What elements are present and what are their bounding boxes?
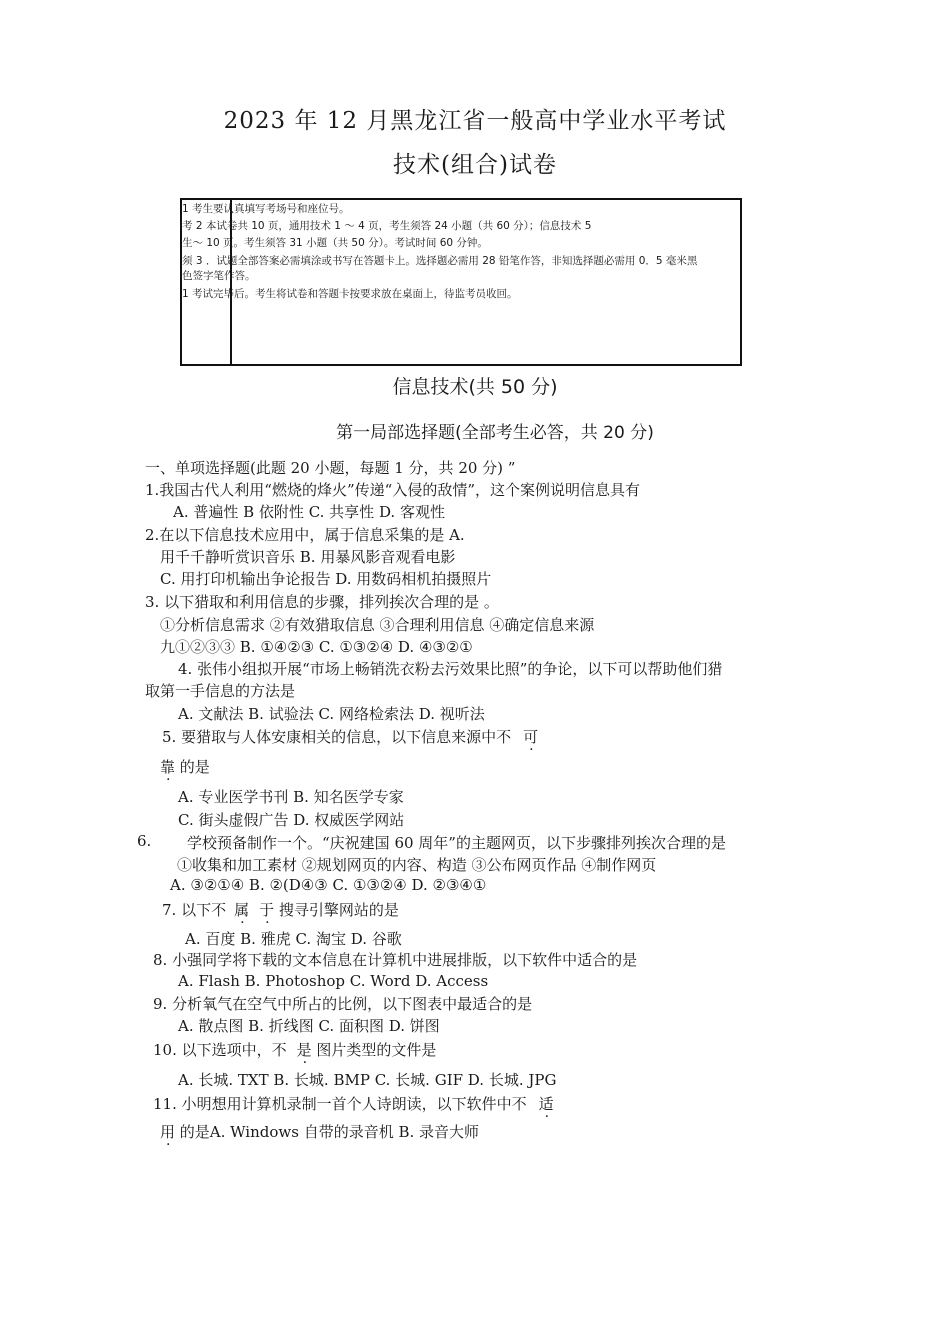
- question-7-tail: 搜寻引擎网站的是: [274, 901, 399, 919]
- notice-line-2: 考 2 本试卷共 10 页，通用技术 1 ～ 4 页，考生须答 24 小题（共 60 分）；信息技术 5: [182, 220, 592, 232]
- notice-line-5: 色签字笔作答。: [182, 270, 256, 282]
- notice-line-6: 1 考试完毕后。考生将试卷和答题卡按要求放在桌面上，待监考员收回。: [182, 288, 518, 300]
- question-6: 学校预备制作一个。“庆祝建国 60 周年”的主题网页，以下步骤排列挨次合理的是: [187, 834, 726, 852]
- question-2: 2.在以下信息技术应用中，属于信息采集的是 A.: [145, 526, 465, 544]
- question-7-keyword-2: 于: [259, 901, 275, 919]
- question-7-options: A. 百度 B. 雅虎 C. 淘宝 D. 谷歌: [185, 930, 402, 948]
- question-5-continued: [160, 756, 210, 777]
- question-8-options: A. Flash B. Photoshop C. Word D. Access: [178, 972, 489, 990]
- question-11: [153, 1093, 554, 1114]
- question-11-keyword-1: 适: [538, 1095, 554, 1113]
- question-7-text: 7. 以下不: [162, 901, 227, 919]
- question-10-keyword: 是: [296, 1041, 312, 1059]
- question-5-keyword-2: 靠: [160, 758, 176, 776]
- question-3: 3. 以下猎取和利用信息的步骤，排列挨次合理的是 。: [145, 593, 499, 611]
- question-11-tail: 的是A. Windows 自带的录音机 B. 录音大师: [175, 1123, 480, 1141]
- exam-subtitle: 技术(组合)试卷: [393, 152, 557, 178]
- question-5: [162, 726, 538, 747]
- question-6-number: 6.: [137, 832, 152, 850]
- question-intro: 一、单项选择题(此题 20 小题，每题 1 分，共 20 分) ”: [145, 459, 516, 477]
- question-5-tail: 的是: [175, 758, 210, 776]
- question-5-options-cd: C. 街头虚假广告 D. 权威医学网站: [178, 811, 405, 829]
- question-4-continued: 取第一手信息的方法是: [145, 682, 296, 700]
- part-title: 第一局部选择题(全部考生必答，共 20 分): [336, 423, 654, 443]
- question-11-text: 11. 小明想用计算机录制一首个人诗朗读，以下软件中不: [153, 1095, 527, 1113]
- question-3-items: ①分析信息需求 ②有效猎取信息 ③合理利用信息 ④确定信息来源: [160, 616, 595, 634]
- question-4-options: A. 文献法 B. 试验法 C. 网络检索法 D. 视听法: [178, 705, 485, 723]
- exam-title: 2023 年 12 月黑龙江省一般高中学业水平考试: [223, 108, 727, 134]
- question-8: 8. 小强同学将下载的文本信息在计算机中进展排版，以下软件中适合的是: [153, 951, 638, 969]
- question-6-options: A. ③②①④ B. ②(D④③ C. ①③②④ D. ②③④①: [170, 876, 487, 894]
- question-5-keyword-1: 可: [523, 728, 539, 746]
- question-11-continued: [160, 1121, 479, 1142]
- question-1-options: A. 普遍性 B 依附性 C. 共享性 D. 客观性: [173, 503, 445, 521]
- question-1: 1.我国古代人利用“燃烧的烽火”传递“入侵的敌情”，这个案例说明信息具有: [145, 481, 640, 499]
- question-2-option-a: 用千千静听赏识音乐 B. 用暴风影音观看电影: [160, 548, 456, 566]
- notice-line-4: 须 3 ．试题全部答案必需填涂或书写在答题卡上。选择题必需用 28 铅笔作答，非知选择题必需用 0．5 毫米黑: [182, 255, 698, 267]
- notice-line-1: 1 考生要认真填写考场号和座位号。: [182, 203, 350, 215]
- question-9: 9. 分析氧气在空气中所占的比例，以下图表中最适合的是: [153, 995, 533, 1013]
- question-10: [153, 1039, 436, 1060]
- question-7-keyword-1: 属: [234, 901, 250, 919]
- notice-line-3: 生～ 10 页。考生须答 31 小题（共 50 分）。考试时间 60 分钟。: [182, 237, 488, 249]
- question-10-text: 10. 以下选项中，不: [153, 1041, 287, 1059]
- question-4: 4. 张伟小组拟开展“市场上畅销洗衣粉去污效果比照”的争论，以下可以帮助他们猎: [178, 660, 723, 678]
- section-title: 信息技术(共 50 分): [392, 376, 558, 398]
- question-9-options: A. 散点图 B. 折线图 C. 面积图 D. 饼图: [178, 1017, 440, 1035]
- question-6-items: ①收集和加工素材 ②规划网页的内容、构造 ③公布网页作品 ④制作网页: [177, 856, 657, 874]
- question-3-options: 九①②③③ B. ①④②③ C. ①③②④ D. ④③②①: [160, 638, 473, 656]
- question-2-options-cd: C. 用打印机输出争论报告 D. 用数码相机拍摄照片: [160, 570, 492, 588]
- question-5-text: 5. 要猎取与人体安康相关的信息，以下信息来源中不: [162, 728, 512, 746]
- question-10-options: A. 长城. TXT B. 长城. BMP C. 长城. GIF D. 长城. JPG: [178, 1071, 557, 1089]
- question-5-options-ab: A. 专业医学书刊 B. 知名医学专家: [178, 788, 404, 806]
- question-7: [162, 899, 399, 920]
- question-10-tail: 图片类型的文件是: [311, 1041, 437, 1059]
- notice-box: [180, 198, 742, 366]
- question-11-keyword-2: 用: [160, 1123, 176, 1141]
